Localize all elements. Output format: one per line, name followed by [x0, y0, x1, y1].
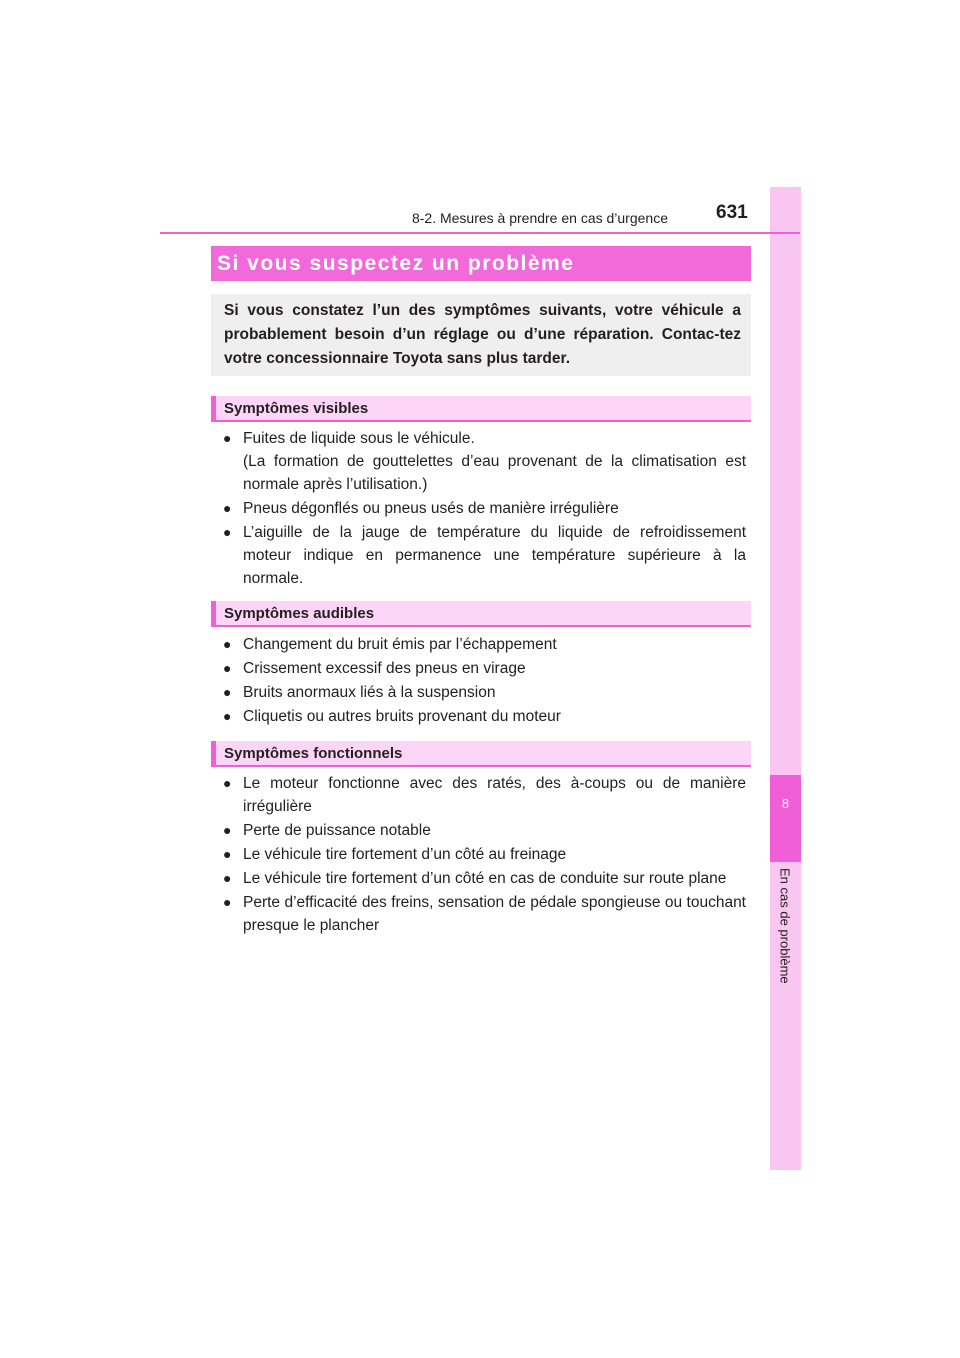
page-title-bar	[211, 246, 751, 281]
list-item-text: Bruits anormaux liés à la suspension	[243, 684, 496, 701]
page-number: 631	[716, 202, 748, 223]
bullet-icon: ●	[223, 430, 232, 446]
chapter-number: 8	[781, 796, 790, 811]
bullet-icon: ●	[223, 636, 232, 652]
list-item-text: Crissement excessif des pneus en virage	[243, 660, 526, 677]
list-item	[223, 681, 746, 704]
list-item-text: Fuites de liquide sous le véhicule.	[243, 430, 475, 447]
list-item-text: Perte de puissance notable	[243, 822, 431, 839]
list-item-text: Pneus dégonflés ou pneus usés de manière irrégulière	[243, 500, 619, 517]
bullet-icon: ●	[223, 775, 232, 791]
list-item-text: L’aiguille de la jauge de température du liquide de refroidissement moteur indique en permanence une température supérieure à la normale.	[243, 524, 746, 587]
list-item-note: (La formation de gouttelettes d’eau provenant de la climatisation est normale après l’utilisation.)	[243, 453, 746, 493]
list-item	[223, 497, 746, 520]
bullet-icon: ●	[223, 846, 232, 862]
audible-symptoms-list	[223, 633, 746, 729]
section-heading-visible: Symptômes visibles	[211, 396, 751, 422]
list-item-text: Le véhicule tire fortement d’un côté au freinage	[243, 846, 567, 863]
list-item	[223, 521, 746, 590]
list-item	[223, 657, 746, 680]
bullet-icon: ●	[223, 822, 232, 838]
bullet-icon: ●	[223, 894, 232, 910]
bullet-icon: ●	[223, 870, 232, 886]
list-item-text: Perte d’efficacité des freins, sensation de pédale spongieuse ou touchant presque le plancher	[243, 894, 746, 934]
list-item	[223, 843, 746, 866]
chapter-title: En cas de problème	[777, 868, 793, 984]
bullet-icon: ●	[223, 524, 232, 540]
bullet-icon: ●	[223, 500, 232, 516]
list-item	[223, 705, 746, 728]
chapter-side-tab	[770, 187, 801, 1170]
section-heading-audible: Symptômes audibles	[211, 601, 751, 627]
chapter-number-tab	[770, 775, 801, 862]
page-title: Si vous suspectez un problème	[217, 251, 575, 275]
list-item	[223, 633, 746, 656]
list-item	[223, 819, 746, 842]
list-item-text: Changement du bruit émis par l’échappement	[243, 636, 557, 653]
visible-symptoms-list	[223, 427, 746, 591]
list-item-text: Cliquetis ou autres bruits provenant du moteur	[243, 708, 561, 725]
bullet-icon: ●	[223, 660, 232, 676]
list-item	[223, 867, 746, 890]
section-heading-functional: Symptômes fonctionnels	[211, 741, 751, 767]
list-item-text: Le moteur fonctionne avec des ratés, des à-coups ou de manière irrégulière	[243, 775, 746, 815]
list-item-text: Le véhicule tire fortement d’un côté en cas de conduite sur route plane	[243, 870, 727, 887]
intro-box: Si vous constatez l’un des symptômes suivants, votre véhicule a probablement besoin d’un réglage ou d’une réparation. Contac-tez votre concessionnaire Toyota sans plus tarder.	[211, 294, 751, 376]
functional-symptoms-list	[223, 772, 746, 938]
bullet-icon: ●	[223, 684, 232, 700]
list-item	[223, 772, 746, 818]
list-item	[223, 891, 746, 937]
list-item	[223, 427, 746, 496]
bullet-icon: ●	[223, 708, 232, 724]
header-section-title: 8-2. Mesures à prendre en cas d’urgence	[411, 210, 668, 226]
header-rule	[160, 232, 800, 234]
